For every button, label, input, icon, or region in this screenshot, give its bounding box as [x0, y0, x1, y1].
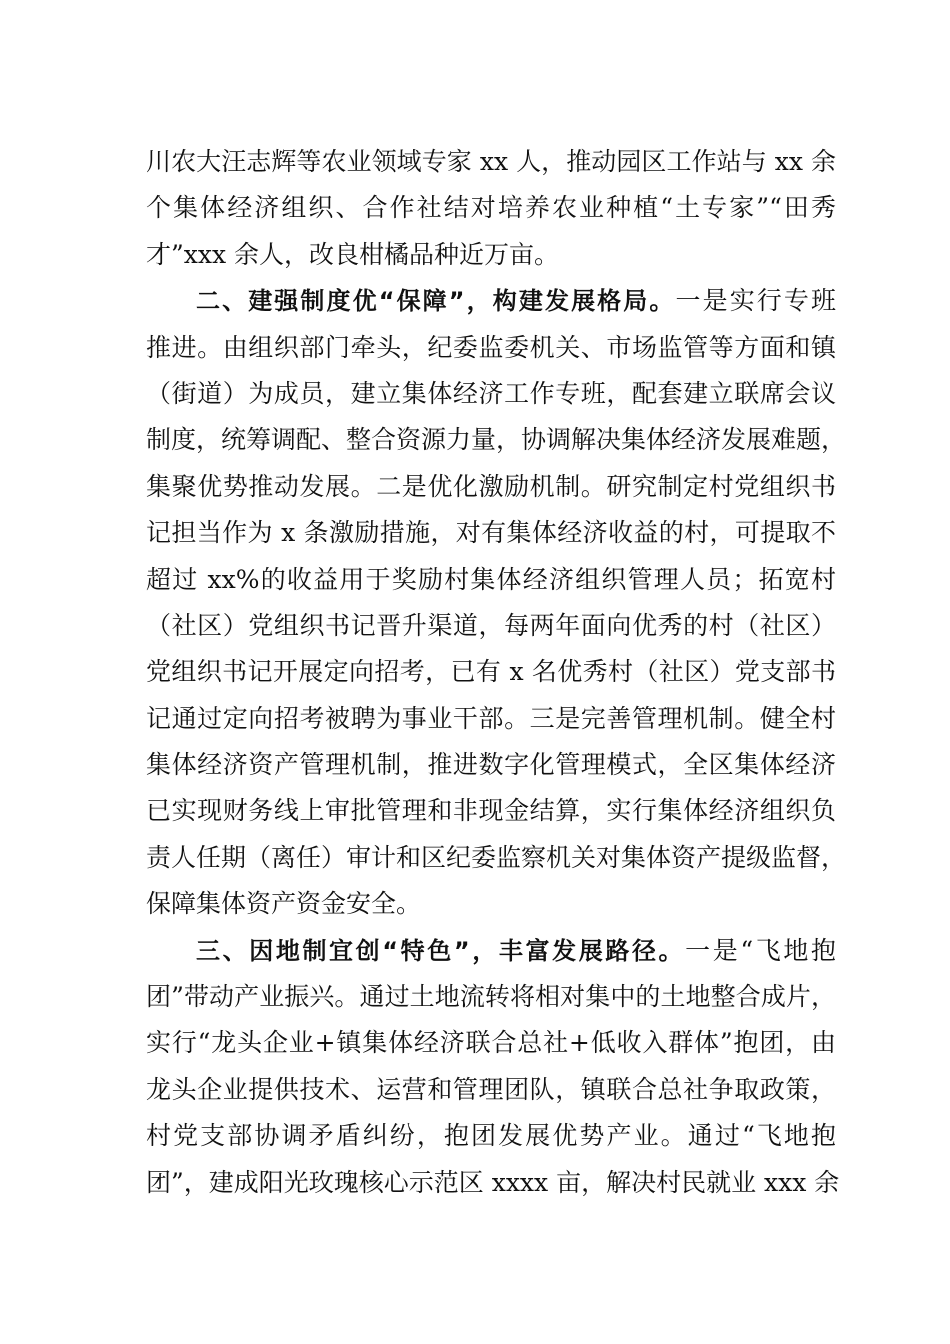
- paragraph-line: 实行“龙头企业+镇集体经济联合总社+低收入群体”抱团，由: [146, 1028, 836, 1058]
- section-heading-2: 二、建强制度优“保障”，构建发展格局。: [196, 287, 676, 316]
- paragraph-line: 保障集体资产资金安全。: [146, 889, 422, 919]
- paragraph-line: 村党支部协调矛盾纠纷，抱团发展优势产业。通过“飞地抱: [146, 1121, 836, 1151]
- paragraph-line: 已实现财务线上审批管理和非现金结算，实行集体经济组织负: [146, 796, 836, 826]
- paragraph-line: 川农大汪志辉等农业领域专家 xx 人，推动园区工作站与 xx 余: [146, 147, 836, 176]
- section-heading-3: 三、因地制宜创“特色”，丰富发展路径。: [196, 936, 686, 965]
- paragraph-3: [146, 928, 840, 1206]
- paragraph-first-line: [146, 928, 836, 974]
- paragraph-line-tail: 一是实行专班: [675, 286, 836, 316]
- paragraph-line: 推进。由组织部门牵头，纪委监委机关、市场监管等方面和镇: [146, 332, 836, 362]
- paragraph-line: （街道）为成员，建立集体经济工作专班，配套建立联席会议: [146, 378, 836, 408]
- paragraph-first-line: [146, 278, 836, 324]
- paragraph-line: 记担当作为 x 条激励措施，对有集体经济收益的村，可提取不: [146, 518, 836, 548]
- paragraph-line: 党组织书记开展定向招考，已有 x 名优秀村（社区）党支部书: [146, 657, 836, 687]
- paragraph-line: 责人任期（离任）审计和区纪委监察机关对集体资产提级监督，: [146, 842, 847, 872]
- paragraph-line: 集体经济资产管理机制，推进数字化管理模式，全区集体经济: [146, 750, 836, 780]
- paragraph-line: 制度，统筹调配、整合资源力量，协调解决集体经济发展难题，: [146, 425, 847, 455]
- paragraph-line: 个集体经济组织、合作社结对培养农业种植“土专家”“田秀: [146, 193, 836, 223]
- paragraph-line: （社区）党组织书记晋升渠道，每两年面向优秀的村（社区）: [146, 610, 836, 640]
- paragraph-line: 超过 xx%的收益用于奖励村集体经济组织管理人员；拓宽村: [146, 564, 836, 594]
- paragraph-line: 团”带动产业振兴。通过土地流转将相对集中的土地整合成片，: [146, 982, 836, 1012]
- paragraph-line: 才”xxx 余人，改良柑橘品种近万亩。: [146, 239, 560, 269]
- document-body: [146, 139, 847, 1206]
- paragraph-line-tail: 一是“飞地抱: [685, 935, 837, 965]
- paragraph-line: 龙头企业提供技术、运营和管理团队，镇联合总社争取政策，: [146, 1074, 836, 1104]
- paragraph-1: [146, 139, 836, 278]
- paragraph-line: 团”，建成阳光玫瑰核心示范区 xxxx 亩，解决村民就业 xxx 余: [146, 1167, 840, 1197]
- paragraph-line: 记通过定向招考被聘为事业干部。三是完善管理机制。健全村: [146, 703, 836, 733]
- paragraph-line: 集聚优势推动发展。二是优化激励机制。研究制定村党组织书: [146, 471, 836, 501]
- paragraph-2: [146, 278, 847, 927]
